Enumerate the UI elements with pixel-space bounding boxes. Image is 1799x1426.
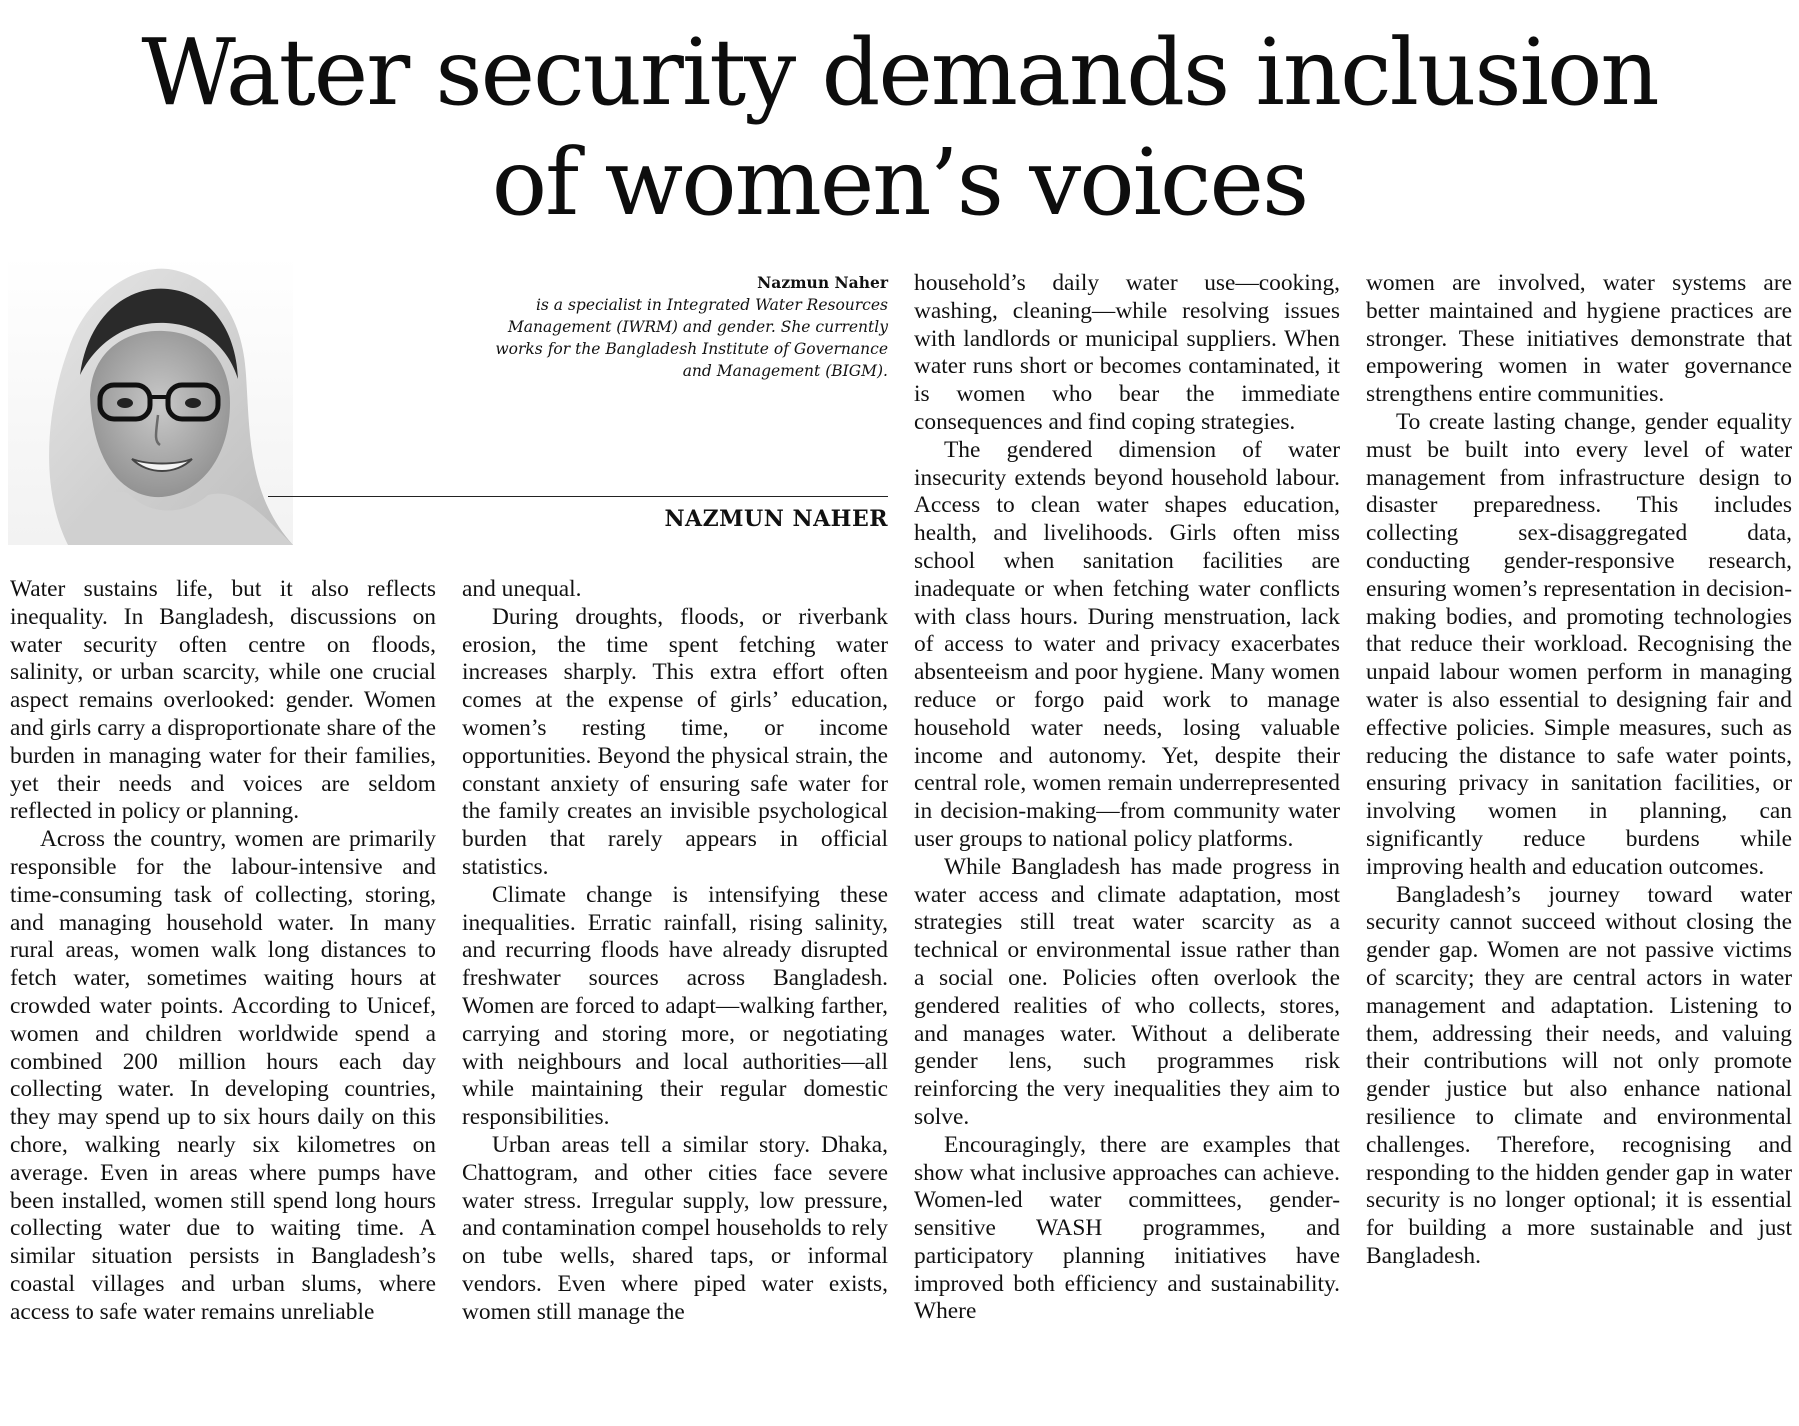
- author-photo: [8, 255, 293, 545]
- paragraph: To create lasting change, gender equality must be built into every level of water management from infrastructure design to disaster preparedness. This includes collecting sex-disaggregated data, conducting gender-responsive research, ensuring women’s representation in decision-making bodies, and promoting technologies that reduce their workload. Recognising the unpaid labour women perform in managing water is also essential to designing fair and effective policies. Simple measures, such as reducing the distance to safe water points, ensuring privacy in sanitation facilities, or involving women in planning, can significantly reduce burdens while improving health and education outcomes.: [1366, 408, 1792, 880]
- byline: NAZMUN NAHER: [664, 506, 888, 532]
- article-column-4: [1366, 270, 1792, 1271]
- paragraph: Climate change is intensifying these inequalities. Erratic rainfall, rising salinity, and recurring floods have already disrupted freshwater sources across Bangladesh. Women are forced to adapt—walking farther, carrying and storing more, or negotiating with neighbours and local authorities—all while maintaining their regular domestic responsibilities.: [462, 881, 888, 1131]
- paragraph: Water sustains life, but it also reflects inequality. In Bangladesh, discussions on water security often centre on floods, salinity, or urban scarcity, while one crucial aspect remains overlooked: gender. Women and girls carry a disproportionate share of the burden in managing water for their families, yet their needs and voices are seldom reflected in policy or planning.: [10, 576, 436, 825]
- paragraph: women are involved, water systems are better maintained and hygiene practices are stronger. These initiatives demonstrate that empowering women in water governance strengthens entire communities.: [1366, 270, 1792, 408]
- paragraph: and unequal.: [462, 576, 582, 602]
- article-column-3: [914, 270, 1340, 1326]
- paragraph: Urban areas tell a similar story. Dhaka, Chattogram, and other cities face severe water stress. Irregular supply, low pressure, and contamination compel households to rely on tube wells, shared taps, or informal vendors. Even where piped water exists, women still manage the: [462, 1131, 888, 1325]
- paragraph: The gendered dimension of water insecurity extends beyond household labour. Access to clean water shapes education, health, and livelihoods. Girls often miss school when sanitation facilities are inadequate or when fetching water conflicts with class hours. During menstruation, lack of access to water and privacy exacerbates absenteeism and poor hygiene. Many women reduce or forgo paid work to manage household water needs, losing valuable income and autonomy. Yet, despite their central role, women remain underrepresented in decision-making—from community water user groups to national policy platforms.: [914, 436, 1340, 852]
- paragraph: Encouragingly, there are examples that show what inclusive approaches can achieve. Women-led water committees, gender-sensitive WASH programmes, and participatory planning initiatives have improved both efficiency and sustainability. Where: [914, 1131, 1340, 1325]
- headline-line-1: Water security demands inclusion: [141, 19, 1658, 126]
- paragraph: While Bangladesh has made progress in water access and climate adaptation, most strategies still treat water scarcity as a technical or environmental issue rather than a social one. Policies often overlook the gendered realities of who collects, stores, and manages water. Without a deliberate gender lens, such programmes risk reinforcing the very inequalities they aim to solve.: [914, 853, 1340, 1130]
- headline: [0, 18, 1799, 238]
- byline-divider: [268, 496, 888, 497]
- headline-line-2: of women’s voices: [491, 129, 1308, 236]
- article-column-2: [462, 576, 888, 1327]
- author-bio-name: Nazmun Naher: [757, 273, 888, 292]
- paragraph: Bangladesh’s journey toward water security cannot succeed without closing the gender gap. Women are not passive victims of scarcity; they are central actors in water management and adaptation. Listening to them, addressing their needs, and valuing their contributions will not only promote gender justice but also enhance national resilience to climate and environmental challenges. Therefore, recognising and responding to the hidden gender gap in water security is no longer optional; it is essential for building a more sustainable and just Bangladesh.: [1366, 881, 1792, 1269]
- paragraph: household’s daily water use—cooking, washing, cleaning—while resolving issues with landlords or municipal suppliers. When water runs short or becomes contaminated, it is women who bear the immediate consequences and find coping strategies.: [914, 270, 1340, 435]
- article-column-1: [10, 576, 436, 1327]
- paragraph: Across the country, women are primarily responsible for the labour-intensive and time-consuming task of collecting, storing, and managing household water. In many rural areas, women walk long distances to fetch water, sometimes waiting hours at crowded water points. According to Unicef, women and children worldwide spend a combined 200 million hours each day collecting water. In developing countries, they may spend up to six hours daily on this chore, walking nearly six kilometres on average. Even in areas where pumps have been installed, women still spend long hours collecting water due to waiting time. A similar situation persists in Bangladesh’s coastal villages and urban slums, where access to safe water remains unreliable: [10, 826, 436, 1325]
- author-bio-text: is a specialist in Integrated Water Resources Management (IWRM) and gender. She currently works for the Bangladesh Institute of Governance and Management (BIGM).: [495, 296, 888, 380]
- paragraph: During droughts, floods, or riverbank erosion, the time spent fetching water increases sharply. This extra effort often comes at the expense of girls’ education, women’s resting time, or income opportunities. Beyond the physical strain, the constant anxiety of ensuring safe water for the family creates an invisible psychological burden that rarely appears in official statistics.: [462, 603, 888, 880]
- author-bio: [480, 272, 888, 382]
